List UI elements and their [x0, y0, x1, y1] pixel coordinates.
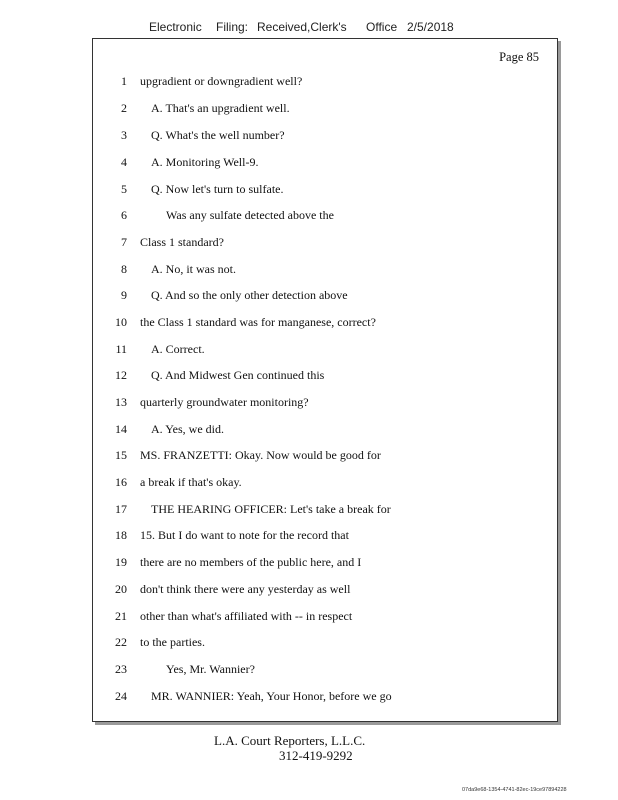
line-text: Q. Now let's turn to sulfate.	[151, 182, 284, 196]
line-text: 15. But I do want to note for the record that	[140, 528, 349, 542]
transcript-page	[92, 38, 558, 722]
line-number: 20	[115, 582, 127, 596]
transcript-line	[93, 528, 557, 548]
line-number: 16	[115, 475, 127, 489]
line-number: 19	[115, 555, 127, 569]
transcript-line	[93, 342, 557, 362]
line-number: 14	[115, 422, 127, 436]
transcript-line	[93, 128, 557, 148]
transcript-line	[93, 395, 557, 415]
transcript-line	[93, 315, 557, 335]
line-number: 17	[115, 502, 127, 516]
line-text: MR. WANNIER: Yeah, Your Honor, before we go	[151, 689, 392, 703]
line-text: Q. What's the well number?	[151, 128, 285, 142]
line-text: quarterly groundwater monitoring?	[140, 395, 309, 409]
transcript-line	[93, 235, 557, 255]
line-number: 6	[121, 208, 127, 222]
page-number: Page 85	[499, 50, 539, 64]
header-date: 2/5/2018	[407, 20, 454, 34]
reporter-company: L.A. Court Reporters, L.L.C.	[214, 733, 366, 748]
line-text: A. Yes, we did.	[151, 422, 225, 436]
line-text: Yes, Mr. Wannier?	[166, 662, 255, 676]
line-number: 5	[121, 182, 127, 196]
line-text: A. That's an upgradient well.	[151, 101, 290, 115]
line-text: a break if that's okay.	[140, 475, 242, 489]
line-text: A. Correct.	[151, 342, 205, 356]
line-text: to the parties.	[140, 635, 205, 649]
line-text: A. Monitoring Well-9.	[151, 155, 259, 169]
transcript-line	[93, 502, 557, 522]
line-number: 24	[115, 689, 127, 703]
line-number: 15	[115, 448, 127, 462]
transcript-line	[93, 555, 557, 575]
line-number: 7	[121, 235, 127, 249]
line-text: the Class 1 standard was for manganese, correct?	[140, 315, 376, 329]
line-text: THE HEARING OFFICER: Let's take a break for	[151, 502, 391, 516]
line-number: 9	[121, 288, 127, 302]
line-number: 13	[115, 395, 127, 409]
line-text: other than what's affiliated with -- in respect	[140, 609, 353, 623]
transcript-line	[93, 422, 557, 442]
header-filing: Filing:	[216, 20, 249, 34]
filing-header	[0, 20, 618, 38]
line-number: 1	[121, 74, 127, 88]
transcript-line	[93, 182, 557, 202]
line-text: Was any sulfate detected above the	[166, 208, 334, 222]
line-number: 23	[115, 662, 127, 676]
line-text: MS. FRANZETTI: Okay. Now would be good for	[140, 448, 381, 462]
line-number: 3	[121, 128, 127, 142]
transcript-line	[93, 101, 557, 121]
line-text: Q. And Midwest Gen continued this	[151, 368, 325, 382]
line-number: 8	[121, 262, 127, 276]
header-office: Office	[366, 20, 398, 34]
document-id: 07da9e68-1354-4741-82ec-19ce97894228	[462, 787, 567, 793]
line-number: 11	[115, 342, 127, 356]
transcript-line	[93, 448, 557, 468]
line-text: A. No, it was not.	[151, 262, 236, 276]
transcript-line	[93, 288, 557, 308]
transcript-line	[93, 368, 557, 388]
transcript-line	[93, 475, 557, 495]
transcript-line	[93, 208, 557, 228]
line-text: Q. And so the only other detection above	[151, 288, 348, 302]
reporter-phone: 312-419-9292	[279, 748, 353, 763]
line-number: 18	[115, 528, 127, 542]
transcript-line	[93, 689, 557, 709]
transcript-line	[93, 74, 557, 94]
line-number: 10	[115, 315, 127, 329]
line-number: 21	[115, 609, 127, 623]
line-number: 22	[115, 635, 127, 649]
transcript-line	[93, 635, 557, 655]
transcript-line	[93, 662, 557, 682]
line-text: there are no members of the public here, and I	[140, 555, 362, 569]
transcript-line	[93, 262, 557, 282]
line-text: don't think there were any yesterday as well	[140, 582, 351, 596]
line-text: upgradient or downgradient well?	[140, 74, 303, 88]
line-text: Class 1 standard?	[140, 235, 224, 249]
line-number: 2	[121, 101, 127, 115]
transcript-line	[93, 582, 557, 602]
line-number: 4	[121, 155, 127, 169]
header-electronic: Electronic	[149, 20, 202, 34]
transcript-line	[93, 155, 557, 175]
header-received: Received,Clerk's	[257, 20, 347, 34]
line-number: 12	[115, 368, 127, 382]
transcript-line	[93, 609, 557, 629]
